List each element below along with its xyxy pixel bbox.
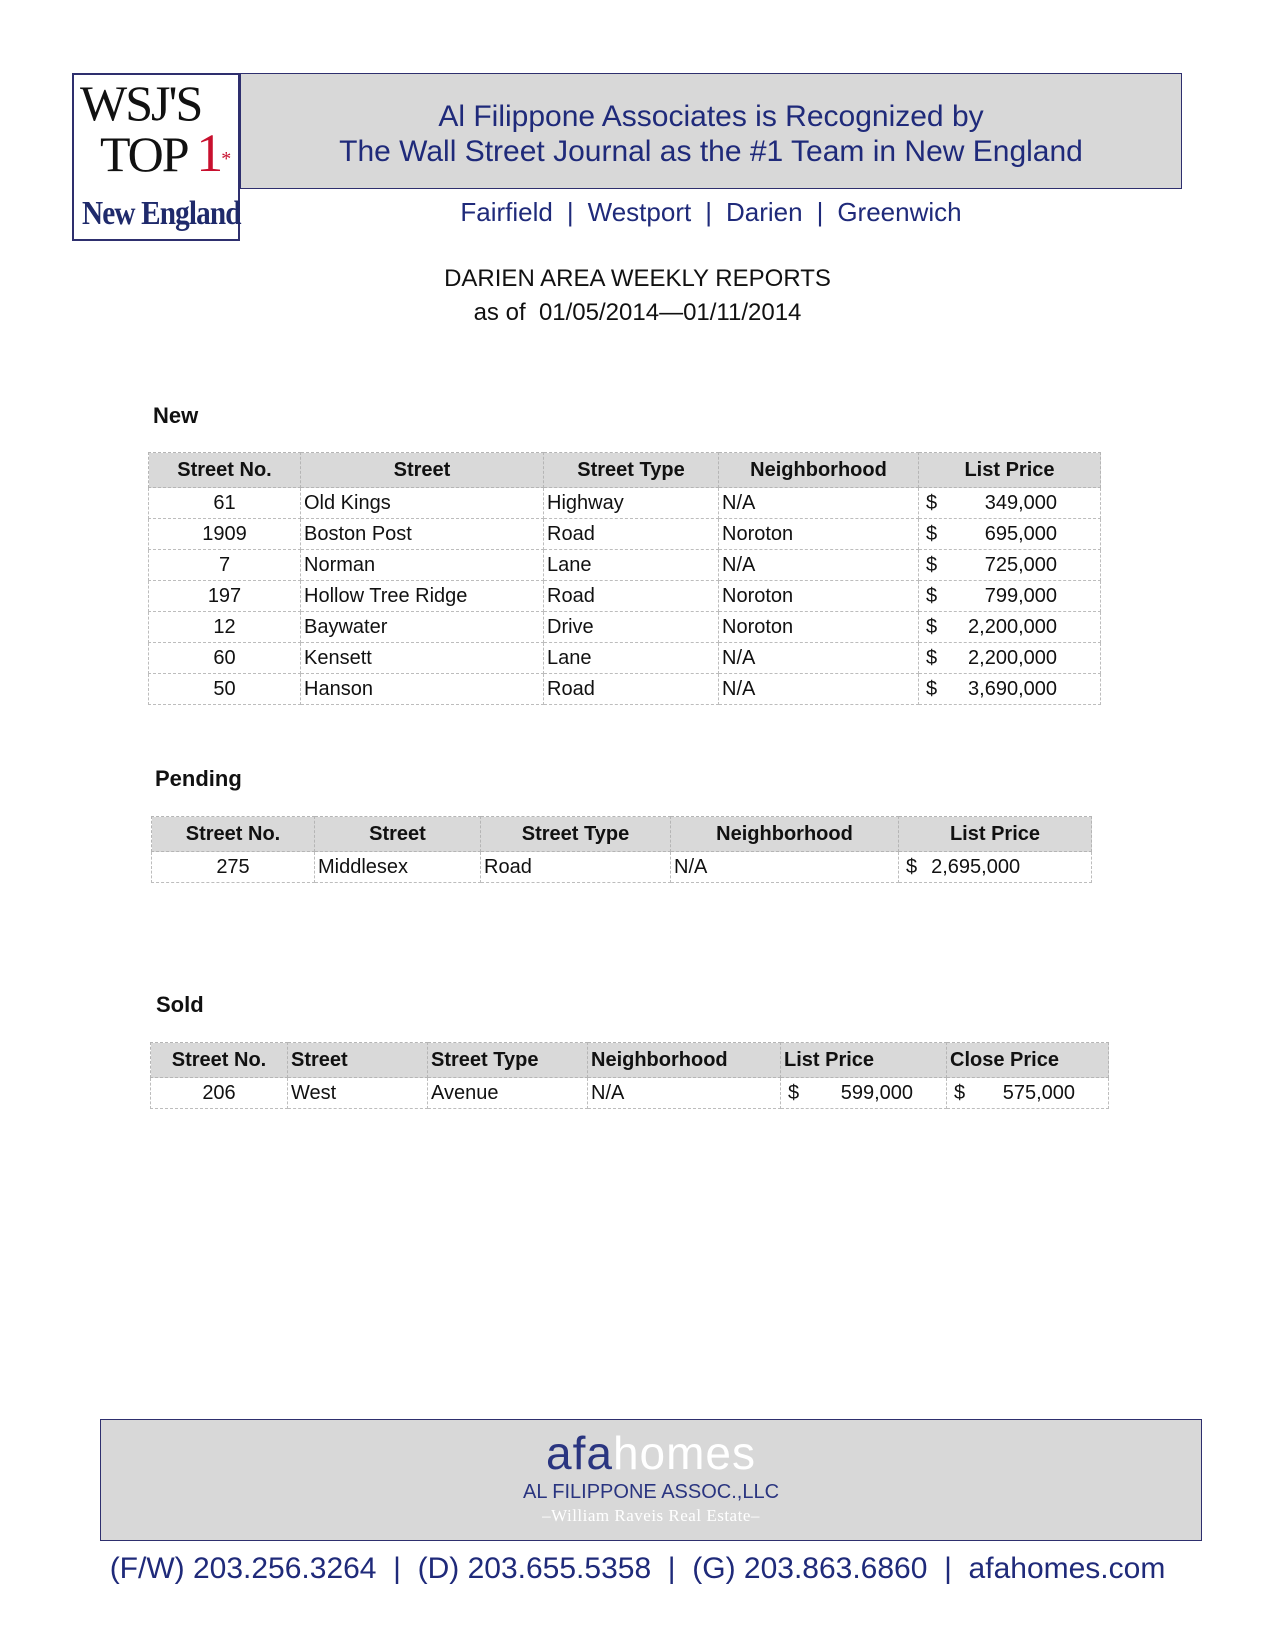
section-label-pending: Pending	[155, 766, 242, 791]
price-value: 725,000	[984, 553, 1057, 576]
cell-street-no: 61	[149, 488, 301, 519]
recognition-banner	[240, 73, 1182, 189]
cell-list-price	[919, 674, 1101, 705]
cell-list-price	[919, 519, 1101, 550]
currency-symbol: $	[906, 855, 918, 878]
cell-street-type: Highway	[544, 488, 719, 519]
col-header-street-type: Street Type	[481, 817, 671, 852]
currency-symbol: $	[926, 491, 938, 514]
table-row	[149, 581, 1101, 612]
table-row	[149, 643, 1101, 674]
table-row	[149, 674, 1101, 705]
cell-neighborhood: N/A	[719, 550, 919, 581]
contact-line: (F/W) 203.256.3264 | (D) 203.655.5358 | (G) 203.863.6860 | afahomes.com	[109, 1552, 1166, 1585]
col-header-list-price: List Price	[781, 1043, 947, 1078]
logo-afa: afa	[545, 1427, 613, 1479]
table-header-row	[149, 453, 1101, 488]
currency-symbol: $	[954, 1081, 966, 1104]
col-header-close-price: Close Price	[947, 1043, 1109, 1078]
table-header-row	[151, 1043, 1109, 1078]
badge-top-text: TOP	[100, 126, 186, 182]
cell-neighborhood: N/A	[588, 1078, 781, 1109]
cell-neighborhood: N/A	[719, 488, 919, 519]
cell-list-price	[919, 643, 1101, 674]
cell-street: Old Kings	[301, 488, 544, 519]
price-value: 695,000	[984, 522, 1057, 545]
col-header-list-price: List Price	[899, 817, 1092, 852]
cell-street-no: 1909	[149, 519, 301, 550]
table-row	[149, 550, 1101, 581]
col-header-street-no: Street No.	[149, 453, 301, 488]
currency-symbol: $	[926, 677, 938, 700]
town-separator: |	[705, 197, 712, 227]
logo-homes: homes	[612, 1427, 757, 1479]
col-header-street-type: Street Type	[428, 1043, 588, 1078]
table-row	[149, 488, 1101, 519]
badge-line-2	[100, 125, 229, 182]
banner-line-2: The Wall Street Journal as the #1 Team in New England	[339, 135, 1083, 168]
price-value: 3,690,000	[968, 677, 1057, 700]
cell-street: West	[288, 1078, 428, 1109]
badge-star: *	[221, 148, 230, 170]
currency-symbol: $	[926, 522, 938, 545]
cell-street: Baywater	[301, 612, 544, 643]
table-row	[152, 852, 1092, 883]
badge-rank: 1	[196, 123, 222, 183]
table-row	[149, 612, 1101, 643]
col-header-neighborhood: Neighborhood	[588, 1043, 781, 1078]
report-date-range: as of 01/05/2014—01/11/2014	[473, 299, 802, 326]
col-header-street-no: Street No.	[152, 817, 315, 852]
cell-street: Kensett	[301, 643, 544, 674]
col-header-street: Street	[301, 453, 544, 488]
cell-street: Boston Post	[301, 519, 544, 550]
cell-street-no: 50	[149, 674, 301, 705]
currency-symbol: $	[926, 615, 938, 638]
cell-street-type: Road	[544, 581, 719, 612]
table-row	[149, 519, 1101, 550]
table-header-row	[152, 817, 1092, 852]
section-label-new: New	[153, 403, 199, 428]
cell-neighborhood: Noroton	[719, 581, 919, 612]
col-header-street-no: Street No.	[151, 1043, 288, 1078]
cell-street-type: Drive	[544, 612, 719, 643]
section-label-sold: Sold	[156, 992, 204, 1017]
cell-list-price	[919, 612, 1101, 643]
cell-street: Hanson	[301, 674, 544, 705]
price-value: 799,000	[984, 584, 1057, 607]
pending-listings-table	[151, 816, 1092, 883]
table-row	[151, 1078, 1109, 1109]
col-header-neighborhood: Neighborhood	[719, 453, 919, 488]
price-value: 349,000	[984, 491, 1057, 514]
cell-street: Norman	[301, 550, 544, 581]
currency-symbol: $	[926, 646, 938, 669]
cell-list-price	[781, 1078, 947, 1109]
price-value: 2,200,000	[968, 615, 1057, 638]
cell-street-type: Road	[481, 852, 671, 883]
cell-street-no: 7	[149, 550, 301, 581]
cell-street-no: 60	[149, 643, 301, 674]
currency-symbol: $	[926, 584, 938, 607]
new-listings-table	[148, 452, 1101, 705]
cell-list-price	[919, 488, 1101, 519]
price-value: 2,200,000	[968, 646, 1057, 669]
company-tagline: –William Raveis Real Estate–	[542, 1506, 760, 1525]
cell-list-price	[899, 852, 1092, 883]
cell-neighborhood: N/A	[671, 852, 899, 883]
town-fairfield: Fairfield	[460, 197, 553, 227]
price-value: 599,000	[840, 1081, 913, 1104]
cell-street: Hollow Tree Ridge	[301, 581, 544, 612]
cell-street-type: Road	[544, 519, 719, 550]
cell-street-type: Lane	[544, 550, 719, 581]
town-darien: Darien	[725, 197, 803, 227]
col-header-neighborhood: Neighborhood	[671, 817, 899, 852]
town-list	[240, 197, 1182, 228]
cell-neighborhood: Noroton	[719, 612, 919, 643]
cell-neighborhood: N/A	[719, 674, 919, 705]
afahomes-logo	[101, 1428, 1201, 1478]
town-separator: |	[816, 197, 824, 227]
banner-line-1: Al Filippone Associates is Recognized by	[438, 100, 984, 133]
cell-street-type: Lane	[544, 643, 719, 674]
cell-neighborhood: N/A	[719, 643, 919, 674]
report-title	[0, 262, 1275, 330]
price-value: 2,695,000	[931, 855, 1021, 878]
town-separator: |	[566, 197, 574, 227]
col-header-street-type: Street Type	[544, 453, 719, 488]
badge-line-1: WSJ'S	[80, 75, 202, 131]
sold-listings-table	[150, 1042, 1109, 1109]
report-title-line-1: DARIEN AREA WEEKLY REPORTS	[444, 265, 831, 292]
badge-line-3: New England	[82, 195, 241, 232]
cell-street-no: 206	[151, 1078, 288, 1109]
cell-street-type: Road	[544, 674, 719, 705]
town-westport: Westport	[587, 197, 692, 227]
price-value: 575,000	[1002, 1081, 1075, 1104]
col-header-street: Street	[315, 817, 481, 852]
currency-symbol: $	[926, 553, 938, 576]
wsj-badge-logo	[72, 73, 240, 241]
col-header-list-price: List Price	[919, 453, 1101, 488]
afahomes-logo-box	[100, 1419, 1202, 1541]
town-greenwich: Greenwich	[837, 197, 962, 227]
currency-symbol: $	[788, 1081, 800, 1104]
cell-neighborhood: Noroton	[719, 519, 919, 550]
cell-close-price	[947, 1078, 1109, 1109]
company-name: AL FILIPPONE ASSOC.,LLC	[522, 1481, 780, 1503]
cell-street-no: 197	[149, 581, 301, 612]
cell-street-no: 275	[152, 852, 315, 883]
col-header-street: Street	[288, 1043, 428, 1078]
cell-street: Middlesex	[315, 852, 481, 883]
cell-list-price	[919, 581, 1101, 612]
cell-list-price	[919, 550, 1101, 581]
cell-street-type: Avenue	[428, 1078, 588, 1109]
cell-street-no: 12	[149, 612, 301, 643]
